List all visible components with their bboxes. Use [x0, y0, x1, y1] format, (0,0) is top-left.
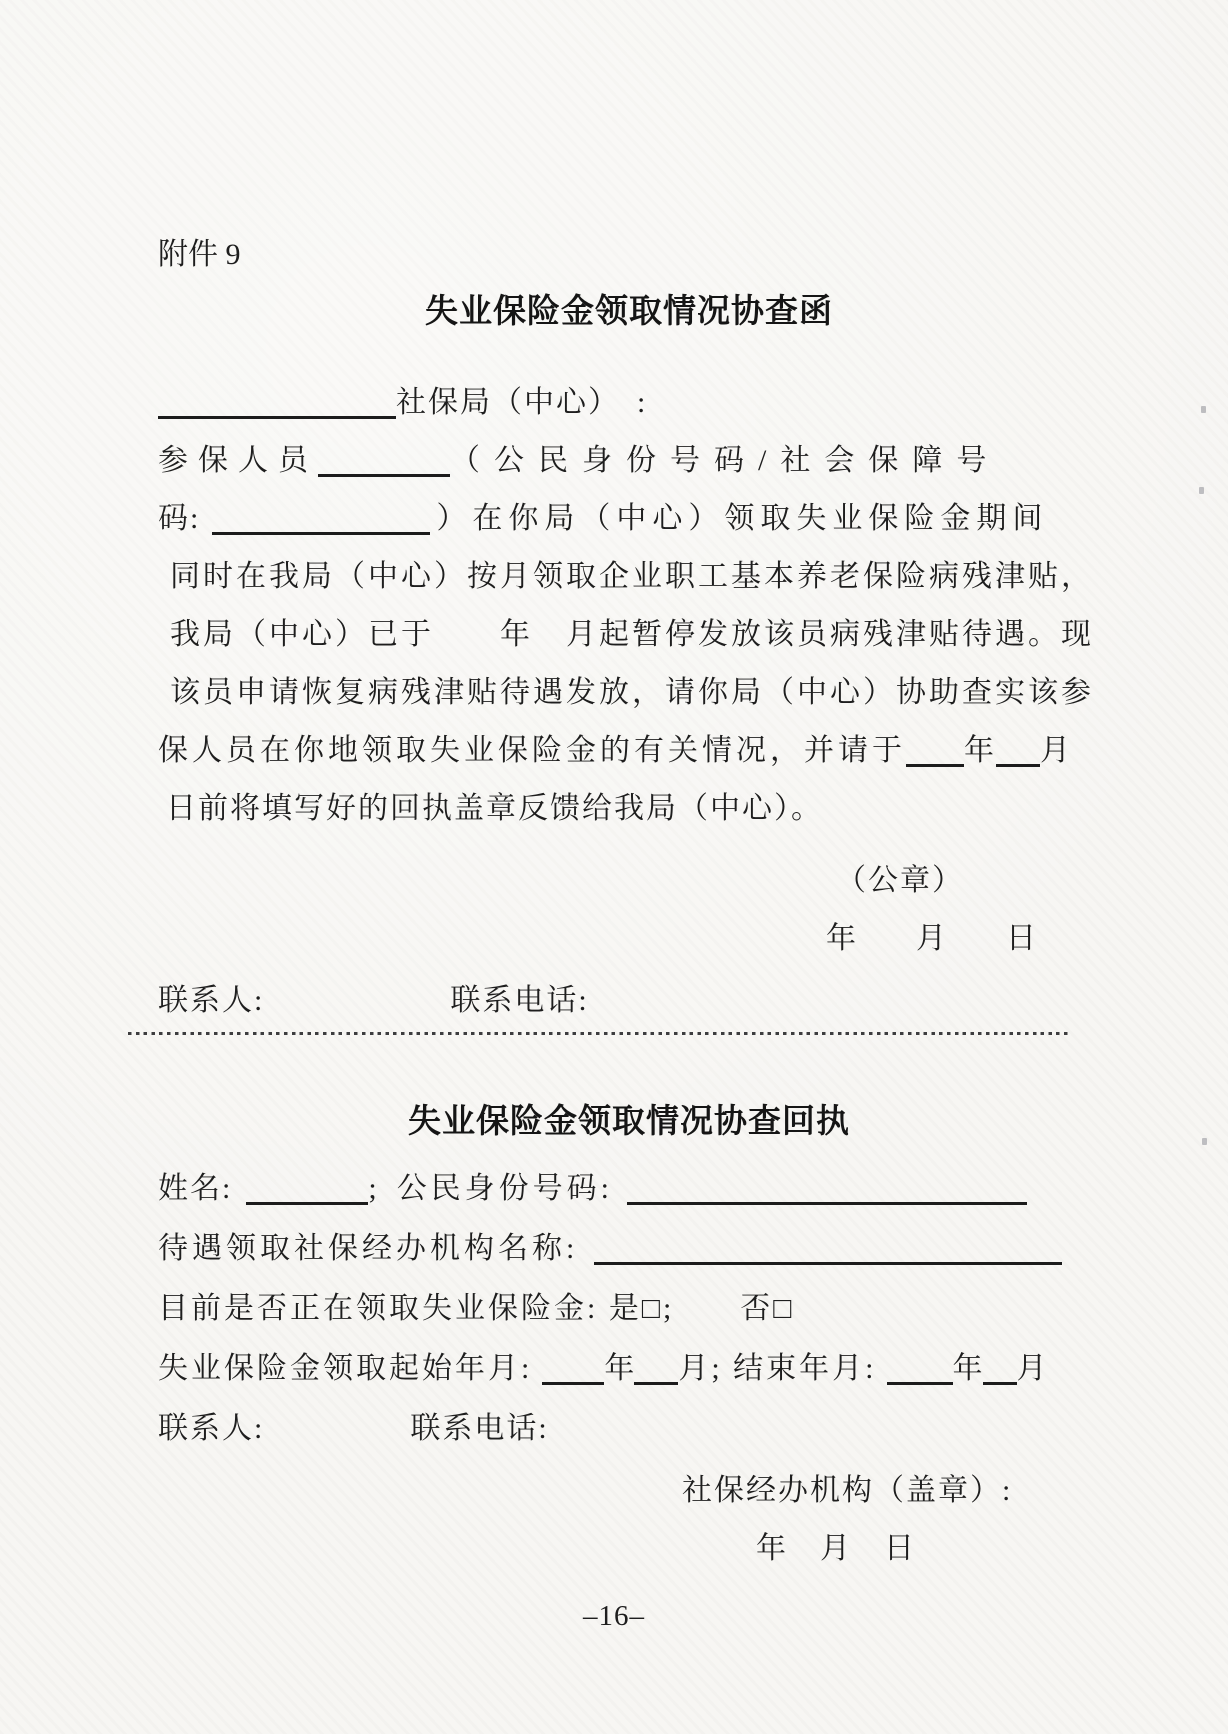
line-4-text: 我局（中心）已于 年 月起暂停发放该员病残津贴待遇。现 [170, 618, 1094, 651]
line-5-text: 该员申请恢复病残津贴待遇发放，请你局（中心）协助查实该参 [170, 676, 1094, 709]
code-label: 码: [158, 502, 201, 535]
receipt-date-text: 年 月 日 [756, 1532, 916, 1565]
seal-note-text: （公章） [836, 864, 964, 897]
scan-speck [1201, 406, 1206, 413]
agency-seal-text: 社保经办机构（盖章）: [682, 1474, 1013, 1507]
period-month2-text: 月 [1016, 1352, 1047, 1385]
receipt-title-text: 失业保险金领取情况协查回执 [407, 1101, 850, 1140]
name-label: 姓名: [158, 1172, 233, 1205]
letter-contact-label: 联系人: [158, 984, 265, 1017]
id-number-note: （公民身份号码/社会保障号 [450, 444, 1001, 477]
scan-speck [1202, 1138, 1207, 1145]
line-2-text: ）在你局（中心）领取失业保险金期间 [436, 502, 1049, 535]
insured-person-label: 参保人员 [158, 444, 318, 477]
period-label: 失业保险金领取起始年月: [158, 1352, 533, 1385]
salutation-text: 社保局（中心） : [396, 386, 648, 419]
scan-speck [1199, 487, 1204, 494]
page-number-text: –16– [583, 1600, 645, 1632]
receipt-date-line [726, 1486, 1026, 1612]
agency-name-label: 待遇领取社保经办机构名称: [158, 1232, 579, 1265]
period-year2-text: 年 [952, 1352, 983, 1385]
line-6-year: 年 [964, 734, 996, 767]
line-3-text: 同时在我局（中心）按月领取企业职工基本养老保险病残津贴， [170, 560, 1094, 593]
page-number [0, 1600, 1228, 1633]
current-no-option: 否□ [740, 1292, 795, 1325]
receipt-contact-label: 联系人: [158, 1412, 265, 1445]
period-mid-text: 月; 结束年月: [678, 1352, 877, 1385]
id-number-label: 公民身份号码: [396, 1172, 614, 1205]
letter-title-text: 失业保险金领取情况协查函 [424, 291, 833, 330]
cut-line-divider [128, 1032, 1070, 1035]
letter-date-text: 年 月 日 [826, 922, 1036, 955]
current-question-text: 目前是否正在领取失业保险金: 是□; [158, 1292, 675, 1325]
letter-phone-label: 联系电话: [450, 984, 589, 1017]
line-7-text: 日前将填写好的回执盖章反馈给我局（中心）。 [166, 792, 823, 825]
line-6-month: 月 [1040, 734, 1072, 767]
letter-contacts-line [128, 938, 1080, 1064]
receipt-phone-label: 联系电话: [410, 1412, 549, 1445]
name-separator: ; [368, 1172, 377, 1205]
attachment-label-text: 附件 9 [158, 238, 241, 271]
period-year1-text: 年 [604, 1352, 635, 1385]
line-6-text: 保人员在你地领取失业保险金的有关情况，并请于 [158, 734, 906, 767]
